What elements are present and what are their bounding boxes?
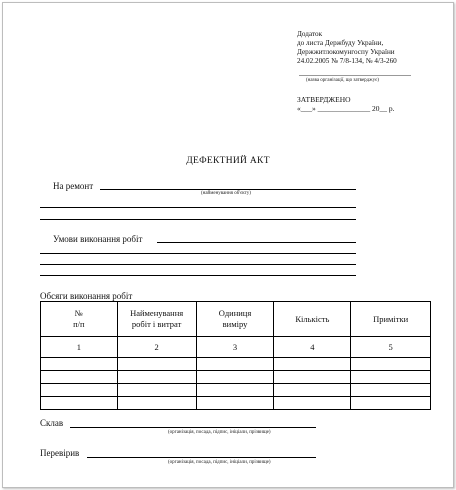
approval-date: «___» ______________ 20__ р. <box>297 104 395 113</box>
table-cell <box>196 384 274 397</box>
col-header-number: № п/п <box>41 302 118 337</box>
conditions-line-4 <box>40 275 356 276</box>
org-line <box>299 75 411 76</box>
table-cell <box>117 397 196 410</box>
table-cell <box>274 358 351 371</box>
col-num-4: 4 <box>274 337 351 358</box>
col-num-1: 1 <box>41 337 118 358</box>
header-line-1: Додаток <box>297 30 323 38</box>
checked-label: Перевірив <box>40 448 80 458</box>
table-cell <box>41 397 118 410</box>
repair-label: На ремонт <box>53 181 94 191</box>
table-header-row <box>41 302 431 337</box>
table-cell <box>41 384 118 397</box>
col-header-notes: Примітки <box>351 302 431 337</box>
repair-line-3 <box>40 219 356 220</box>
repair-line <box>100 189 356 190</box>
table-cell <box>196 358 274 371</box>
table-cell <box>351 358 431 371</box>
table-row <box>41 397 431 410</box>
repair-line-2 <box>40 207 356 208</box>
org-caption: (назва організації, що затверджує) <box>306 78 379 83</box>
volumes-table <box>40 301 431 410</box>
col-num-3: 3 <box>196 337 274 358</box>
table-cell <box>41 358 118 371</box>
volumes-label: Обсяги виконання робіт <box>40 291 133 301</box>
table-cell <box>117 371 196 384</box>
table-cell <box>41 371 118 384</box>
table-cell <box>117 358 196 371</box>
table-cell <box>274 397 351 410</box>
table-number-row <box>41 337 431 358</box>
table-cell <box>117 384 196 397</box>
approved-label: ЗАТВЕРДЖЕНО <box>297 95 351 104</box>
compiled-caption: (організація, посада, підпис, ініціали, прізвище) <box>168 430 271 435</box>
table-row <box>41 371 431 384</box>
table-cell <box>274 371 351 384</box>
table-row <box>41 358 431 371</box>
table-cell <box>351 384 431 397</box>
checked-caption: (організація, посада, підпис, ініціали, прізвище) <box>168 460 271 465</box>
col-num-2: 2 <box>117 337 196 358</box>
table-cell <box>351 397 431 410</box>
conditions-line <box>157 242 356 243</box>
table-cell <box>351 371 431 384</box>
table-cell <box>196 397 274 410</box>
header-line-2: до листа Держбуду України, <box>297 39 384 47</box>
conditions-label: Умови виконання робіт <box>53 234 143 244</box>
compiled-label: Склав <box>40 418 64 428</box>
table-row <box>41 384 431 397</box>
table-cell <box>196 371 274 384</box>
repair-caption: (найменування об'єкту) <box>201 191 251 196</box>
col-header-quantity: Кількість <box>274 302 351 337</box>
compiled-line <box>70 427 316 428</box>
document-page <box>2 2 454 488</box>
table-cell <box>274 384 351 397</box>
header-line-3: Держжитлокомунгоспу України <box>297 48 395 56</box>
table-body <box>41 358 431 410</box>
checked-line <box>87 457 316 458</box>
header-line-4: 24.02.2005 № 7/8-134, № 4/3-260 <box>297 57 397 65</box>
col-header-name: Найменування робіт і витрат <box>117 302 196 337</box>
conditions-line-3 <box>40 264 356 265</box>
col-num-5: 5 <box>351 337 431 358</box>
conditions-line-2 <box>40 253 356 254</box>
col-header-unit: Одиниця виміру <box>196 302 274 337</box>
document-title: ДЕФЕКТНИЙ АКТ <box>186 156 270 166</box>
